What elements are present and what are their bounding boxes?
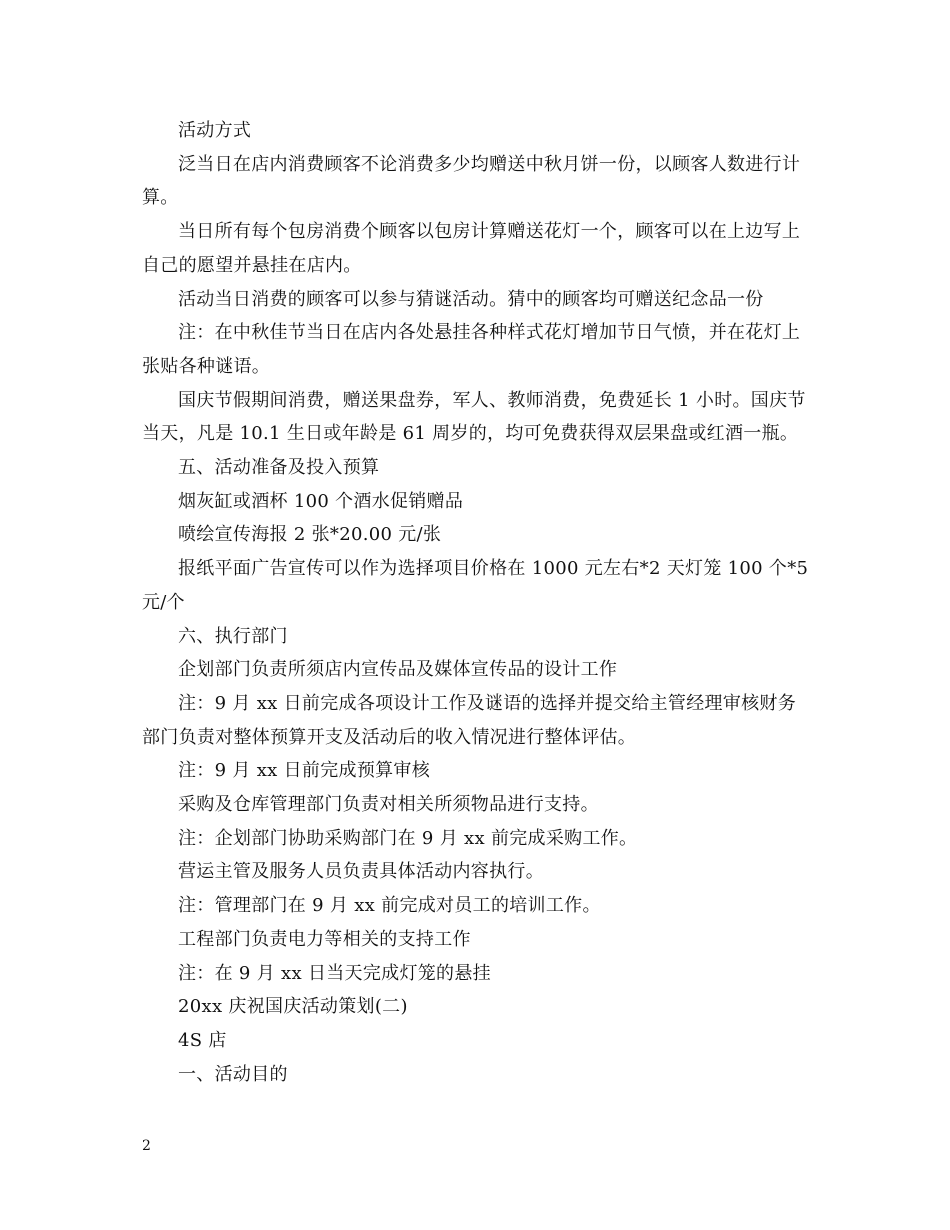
paragraph-title-plan-two: 20xx 庆祝国庆活动策划(二) [178, 996, 408, 1018]
paragraph-lantern-gift: 当日所有每个包房消费个顾客以包房计算赠送花灯一个，顾客可以在上边写上自己的愿望并悬挂在店内。 [142, 221, 801, 276]
paragraph-note-design: 注：9 月 xx 日前完成各项设计工作及谜语的选择并提交给主管经理审核财务部门负责对整体预算开支及活动后的收入情况进行整体评估。 [142, 692, 797, 748]
paragraph-heading-budget: 五、活动准备及投入预算 [178, 457, 380, 479]
paragraph-purchasing-dept: 采购及仓库管理部门负责对相关所须物品进行支持。 [178, 794, 599, 816]
paragraph-planning-dept: 企划部门负责所须店内宣传品及媒体宣传品的设计工作 [178, 659, 618, 681]
paragraph-heading-departments: 六、执行部门 [178, 625, 288, 647]
paragraph-national-day-offer: 国庆节假期间消费，赠送果盘券，军人、教师消费，免费延长 1 小时。国庆节当天，凡是 10.1 生日或年龄是 61 周岁的，均可免费获得双层果盘或红酒一瓶。 [142, 389, 806, 445]
paragraph-note-purchasing: 注：企划部门协助采购部门在 9 月 xx 前完成采购工作。 [178, 827, 638, 849]
paragraph-note-decoration: 注：在中秋佳节当日在店内各处悬挂各种样式花灯增加节日气愤，并在花灯上张贴各种谜语。 [142, 322, 801, 377]
paragraph-operations-dept: 营运主管及服务人员负责具体活动内容执行。 [178, 861, 544, 883]
paragraph-heading-activity-method: 活动方式 [178, 120, 252, 141]
paragraph-note-training: 注：管理部门在 9 月 xx 前完成对员工的培训工作。 [178, 895, 601, 917]
paragraph-budget-newspaper: 报纸平面广告宣传可以作为选择项目价格在 1000 元左右*2 天灯笼 100 个*5 元/个 [142, 558, 809, 613]
paragraph-note-budget-review: 注：9 月 xx 日前完成预算审核 [178, 760, 431, 782]
paragraph-4s-store: 4S 店 [178, 1029, 227, 1051]
paragraph-budget-ashtray: 烟灰缸或酒杯 100 个酒水促销赠品 [178, 490, 464, 512]
paragraph-heading-purpose: 一、活动目的 [178, 1063, 288, 1085]
document-body [142, 114, 814, 1091]
paragraph-mooncake-gift: 泛当日在店内消费顾客不论消费多少均赠送中秋月饼一份，以顾客人数进行计算。 [142, 153, 801, 209]
paragraph-engineering-dept: 工程部门负责电力等相关的支持工作 [178, 928, 471, 950]
page-number: 2 [142, 1138, 151, 1154]
paragraph-budget-poster: 喷绘宣传海报 2 张*20.00 元/张 [178, 524, 442, 546]
paragraph-riddle-activity: 活动当日消费的顾客可以参与猜谜活动。猜中的顾客均可赠送纪念品一份 [178, 288, 764, 310]
paragraph-note-lanterns: 注：在 9 月 xx 日当天完成灯笼的悬挂 [178, 962, 491, 984]
